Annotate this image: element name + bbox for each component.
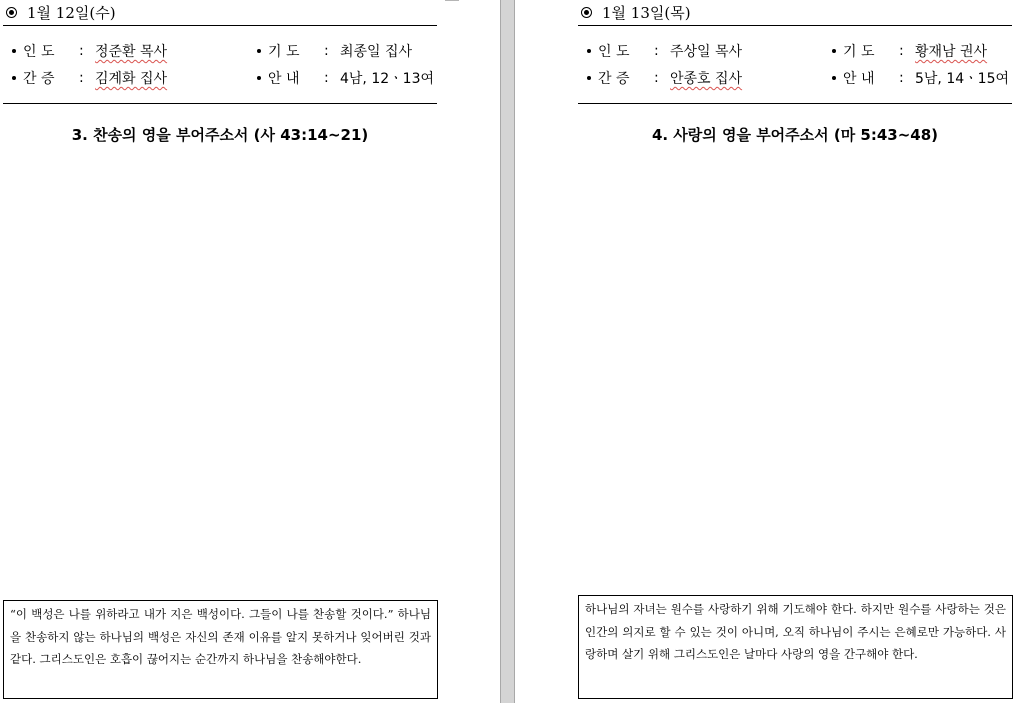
- info-leader: [12, 41, 167, 61]
- info-value[interactable]: 안종호 집사: [670, 71, 743, 87]
- info-value[interactable]: 5남, 14ㆍ15여: [915, 71, 1010, 87]
- radio-bullet-icon: [6, 7, 17, 18]
- info-colon: :: [899, 43, 904, 59]
- info-value[interactable]: 최종일 집사: [340, 44, 413, 60]
- bullet-icon: [832, 49, 836, 53]
- quote-box[interactable]: [578, 595, 1013, 699]
- radio-bullet-icon: [581, 7, 592, 18]
- date-heading-left: [6, 2, 116, 23]
- info-leader: [587, 41, 742, 61]
- info-label: 안 내: [268, 71, 300, 87]
- bullet-icon: [832, 76, 836, 80]
- info-testimony: [12, 68, 167, 88]
- info-colon: :: [899, 70, 904, 86]
- info-prayer: [257, 41, 412, 61]
- header-rule-bottom: [3, 103, 437, 104]
- info-value[interactable]: 정준환 목사: [95, 44, 168, 60]
- info-colon: :: [654, 43, 659, 59]
- info-label: 간 증: [598, 71, 630, 87]
- info-testimony: [587, 68, 742, 88]
- bullet-icon: [587, 49, 591, 53]
- info-label: 인 도: [23, 44, 55, 60]
- header-rule-bottom: [578, 103, 1012, 104]
- bullet-icon: [12, 49, 16, 53]
- date-text[interactable]: 1월 12일(수): [27, 4, 116, 22]
- info-usher: [832, 68, 1009, 88]
- info-value[interactable]: 4남, 12ㆍ13여: [340, 71, 435, 87]
- info-value[interactable]: 김계화 집사: [95, 71, 168, 87]
- bullet-icon: [257, 76, 261, 80]
- info-value[interactable]: 주상일 목사: [670, 44, 743, 60]
- quote-box[interactable]: [3, 600, 438, 699]
- bullet-icon: [587, 76, 591, 80]
- document-page-right: [515, 0, 1017, 703]
- info-label: 간 증: [23, 71, 55, 87]
- info-usher: [257, 68, 434, 88]
- info-value[interactable]: 황재남 권사: [915, 44, 988, 60]
- sermon-title[interactable]: 3. 찬송의 영을 부어주소서 (사 43:14~21): [71, 126, 369, 144]
- info-label: 인 도: [598, 44, 630, 60]
- info-prayer: [832, 41, 987, 61]
- document-page-left: [0, 0, 500, 703]
- date-text[interactable]: 1월 13일(목): [602, 4, 691, 22]
- bullet-icon: [257, 49, 261, 53]
- info-colon: :: [654, 70, 659, 86]
- info-label: 기 도: [268, 44, 300, 60]
- info-colon: :: [324, 70, 329, 86]
- info-colon: :: [324, 43, 329, 59]
- page-gutter: [500, 0, 515, 703]
- info-label: 기 도: [843, 44, 875, 60]
- header-rule-top: [578, 25, 1012, 26]
- quote-text: 하나님의 자녀는 원수를 사랑하기 위해 기도해야 한다. 하지만 원수를 사랑하는 것은 인간의 의지로 할 수 있는 것이 아니며, 오직 하나님이 주시는 은혜로만 가능하다. 사랑하며 살기 위해 그리스도인은 날마다 사랑의 영을 간구해야 한다.: [585, 602, 1006, 661]
- info-label: 안 내: [843, 71, 875, 87]
- bullet-icon: [12, 76, 16, 80]
- date-heading-right: [581, 2, 691, 23]
- info-colon: :: [79, 43, 84, 59]
- quote-text: “이 백성은 나를 위하라고 내가 지은 백성이다. 그들이 나를 찬송할 것이다.” 하나님을 찬송하지 않는 하나님의 백성은 자신의 존재 이유를 알지 못하거나 잊어버린 것과 같다. 그리스도인은 호흡이 끊어지는 순간까지 하나님을 찬송해야한다.: [10, 607, 431, 666]
- page-corner-mark: [445, 0, 459, 1]
- sermon-title[interactable]: 4. 사랑의 영을 부어주소서 (마 5:43~48): [651, 126, 939, 144]
- header-rule-top: [3, 25, 437, 26]
- info-colon: :: [79, 70, 84, 86]
